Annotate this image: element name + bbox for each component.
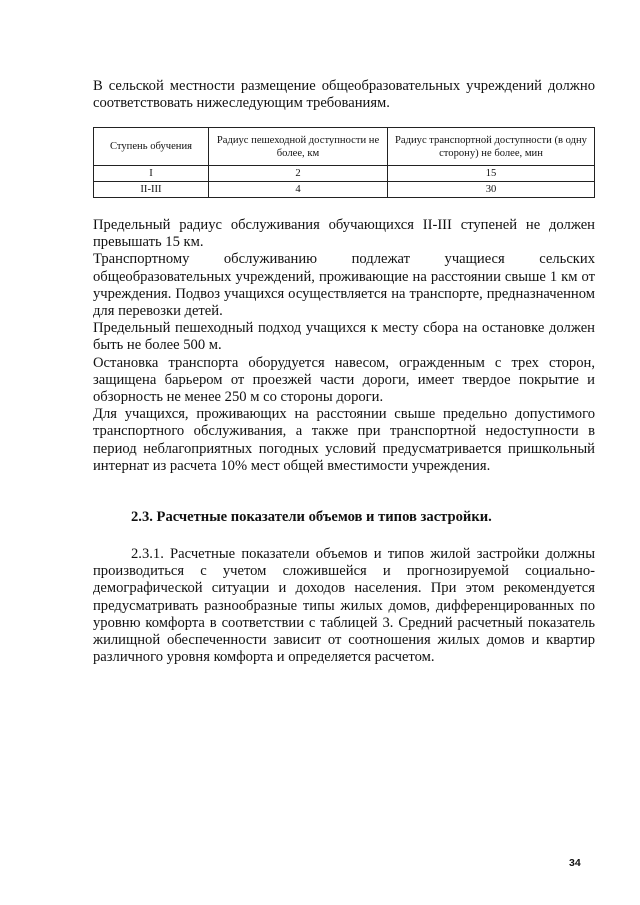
body-text-block — [93, 217, 595, 475]
table-cell: 4 — [209, 182, 388, 198]
table-row — [94, 182, 595, 198]
table-cell: 2 — [209, 166, 388, 182]
table-header-row — [94, 128, 595, 166]
body-paragraph: Предельный радиус обслуживания обучающихся II-III ступеней не должен превышать 15 км. — [93, 217, 595, 251]
table-header-cell: Ступень обучения — [94, 128, 209, 166]
table-row — [94, 166, 595, 182]
body-paragraph: Предельный пешеходный подход учащихся к месту сбора на остановке должен быть не более 500 м. — [93, 320, 595, 354]
body-paragraph: Для учащихся, проживающих на расстоянии свыше предельно допустимого транспортного обслуживания, а также при транспортной недоступности в период неблагоприятных погодных условий предусматривается пришкольный интернат из расчета 10% мест общей вместимости учреждения. — [93, 406, 595, 474]
intro-paragraph: В сельской местности размещение общеобразовательных учреждений должно соответствовать нижеследующим требованиям. — [93, 78, 595, 112]
section-heading: 2.3. Расчетные показатели объемов и типов застройки. — [131, 509, 492, 525]
section-paragraph: 2.3.1. Расчетные показатели объемов и типов жилой застройки должны производиться с учетом сложившейся и прогнозируемой социально-демографической ситуации и доходов населения. При этом рекомендуется предусматривать разнообразные типы жилых домов, дифференцированных по уровню комфорта в соответствии с таблицей 3. Средний расчетный показатель жилищной обеспеченности зависит от соотношения жилых домов и квартир различного уровня комфорта и определяется расчетом. — [93, 546, 595, 666]
table-cell: 30 — [388, 182, 595, 198]
body-paragraph: Остановка транспорта оборудуется навесом, огражденным с трех сторон, защищена барьером от проезжей части дороги, имеет твердое покрытие и обзорность не менее 250 м со стороны дороги. — [93, 354, 595, 406]
page-number: 34 — [569, 857, 581, 869]
table-cell: I — [94, 166, 209, 182]
table-cell: 15 — [388, 166, 595, 182]
requirements-table — [93, 127, 595, 198]
body-paragraph: Транспортному обслуживанию подлежат учащиеся сельских общеобразовательных учреждений, проживающие на расстоянии свыше 1 км от учреждения. Подвоз учащихся осуществляется на транспорте, предназначенном для перевозки детей. — [93, 251, 595, 320]
table-header-cell: Радиус пешеходной доступности не более, км — [209, 128, 388, 166]
table-cell: II-III — [94, 182, 209, 198]
table-header-cell: Радиус транспортной доступности (в одну сторону) не более, мин — [388, 128, 595, 166]
